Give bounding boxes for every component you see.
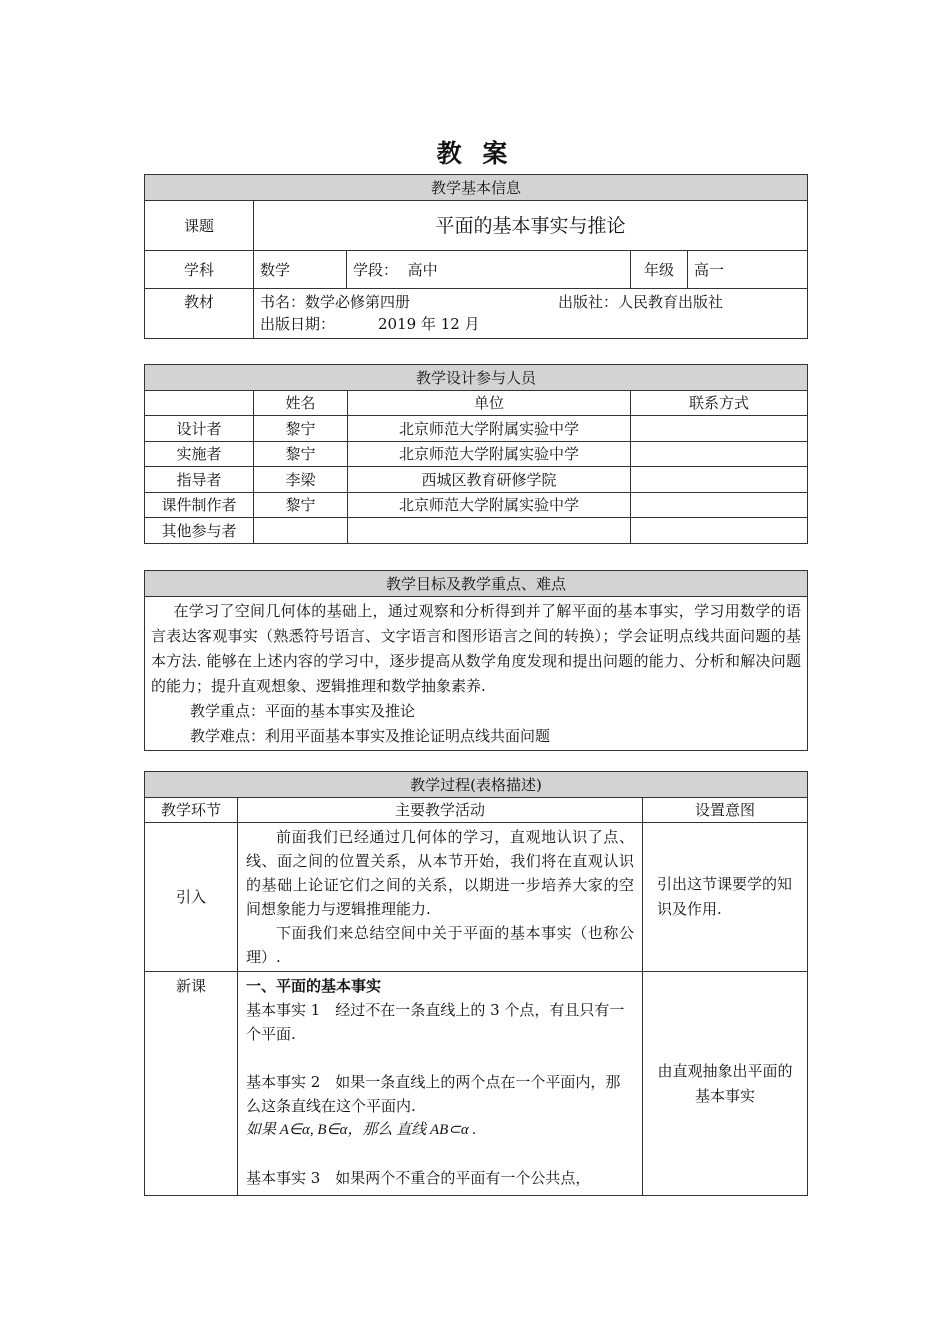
grade-value: 高一 xyxy=(688,251,808,289)
intro-stage: 引入 xyxy=(145,823,238,972)
fact-2: 基本事实 2 如果一条直线上的两个点在一个平面内，那么这条直线在这个平面内. xyxy=(246,1073,621,1115)
process-col-activity: 主要教学活动 xyxy=(238,798,643,823)
intro-paragraph-2: 下面我们来总结空间中关于平面的基本事实（也称公理）. xyxy=(246,924,634,966)
process-col-stage: 教学环节 xyxy=(145,798,238,823)
stage-cell xyxy=(347,251,631,289)
intro-activity xyxy=(238,823,643,972)
table-row xyxy=(145,467,808,493)
goals-header: 教学目标及教学重点、难点 xyxy=(145,571,808,597)
goals-difficulty: 教学难点：利用平面基本事实及推论证明点线共面问题 xyxy=(190,727,551,745)
team-header: 教学设计参与人员 xyxy=(145,365,808,391)
process-header: 教学过程(表格描述) xyxy=(145,772,808,798)
table-row xyxy=(145,416,808,442)
goals-body xyxy=(145,597,808,751)
team-unit: 北京师范大学附属实验中学 xyxy=(348,493,631,518)
team-col-unit: 单位 xyxy=(348,391,631,416)
topic-label: 课题 xyxy=(145,201,254,251)
team-col-role xyxy=(145,391,254,416)
subject-label: 学科 xyxy=(145,251,254,289)
team-role: 指导者 xyxy=(145,467,254,493)
table-row xyxy=(145,493,808,518)
pub-date-label: 出版日期： xyxy=(260,315,336,333)
goals-text: 在学习了空间几何体的基础上，通过观察和分析得到并了解平面的基本事实，学习用数学的语言表达客观事实（熟悉符号语言、文字语言和图形语言之间的转换）；学会证明点线共面问题的基本方法. 能够在上述内容的学习中，逐步提高从数学角度发现和提出问题的能力、分析和解决问题的能力；提升直观想象、逻辑推理和数学抽象素养. xyxy=(151,602,801,695)
team-role: 设计者 xyxy=(145,416,254,442)
topic-value: 平面的基本事实与推论 xyxy=(254,201,808,251)
publisher: 出版社：人民教育出版社 xyxy=(558,293,724,311)
goals-key-point: 教学重点：平面的基本事实及推论 xyxy=(190,702,416,720)
team-contact xyxy=(631,493,808,518)
intro-paragraph-1: 前面我们已经通过几何体的学习，直观地认识了点、线、面之间的位置关系，从本节开始，我们将在直观认识的基础上论证它们之间的关系，以期进一步培养大家的空间想象能力与逻辑推理能力. xyxy=(246,828,634,918)
table-row xyxy=(145,518,808,544)
goals-table xyxy=(144,570,808,751)
new-activity xyxy=(238,972,643,1196)
team-name xyxy=(254,518,348,544)
new-stage: 新课 xyxy=(145,972,238,1196)
fact-2-formula: 如果 A∈α, B∈α，那么 直线 AB⊂α . xyxy=(246,1122,477,1138)
team-name: 黎宁 xyxy=(254,416,348,442)
team-contact xyxy=(631,518,808,544)
process-table xyxy=(144,771,808,1196)
stage-value: 高中 xyxy=(407,260,438,279)
subject-value: 数学 xyxy=(254,251,347,289)
material-label: 教材 xyxy=(145,289,254,339)
table-row xyxy=(145,823,808,972)
grade-label: 年级 xyxy=(631,251,688,289)
fact-3: 基本事实 3 如果两个不重合的平面有一个公共点， xyxy=(246,1169,591,1187)
book-name: 书名：数学必修第四册 xyxy=(260,293,411,311)
pub-date: 2019 年 12 月 xyxy=(378,315,480,333)
team-name: 李梁 xyxy=(254,467,348,493)
team-role: 课件制作者 xyxy=(145,493,254,518)
team-unit: 北京师范大学附属实验中学 xyxy=(348,442,631,467)
team-contact xyxy=(631,416,808,442)
new-intent: 由直观抽象出平面的基本事实 xyxy=(643,972,808,1196)
basic-info-header: 教学基本信息 xyxy=(145,175,808,201)
fact-1: 基本事实 1 经过不在一条直线上的 3 个点，有且只有一个平面. xyxy=(246,1001,625,1043)
team-contact xyxy=(631,467,808,493)
team-unit: 西城区教育研修学院 xyxy=(348,467,631,493)
team-contact xyxy=(631,442,808,467)
basic-info-table xyxy=(144,174,808,339)
team-col-contact: 联系方式 xyxy=(631,391,808,416)
team-col-name: 姓名 xyxy=(254,391,348,416)
team-role: 实施者 xyxy=(145,442,254,467)
team-role: 其他参与者 xyxy=(145,518,254,544)
team-table xyxy=(144,364,808,544)
team-name: 黎宁 xyxy=(254,442,348,467)
new-heading: 一、平面的基本事实 xyxy=(246,977,382,995)
team-unit: 北京师范大学附属实验中学 xyxy=(348,416,631,442)
material-cell xyxy=(254,289,808,339)
stage-label: 学段： xyxy=(353,260,399,279)
team-name: 黎宁 xyxy=(254,493,348,518)
document-title: 教 案 xyxy=(436,139,514,168)
team-unit xyxy=(348,518,631,544)
intro-intent: 引出这节课要学的知识及作用. xyxy=(643,823,808,972)
table-row xyxy=(145,442,808,467)
table-row xyxy=(145,972,808,1196)
process-col-intent: 设置意图 xyxy=(643,798,808,823)
